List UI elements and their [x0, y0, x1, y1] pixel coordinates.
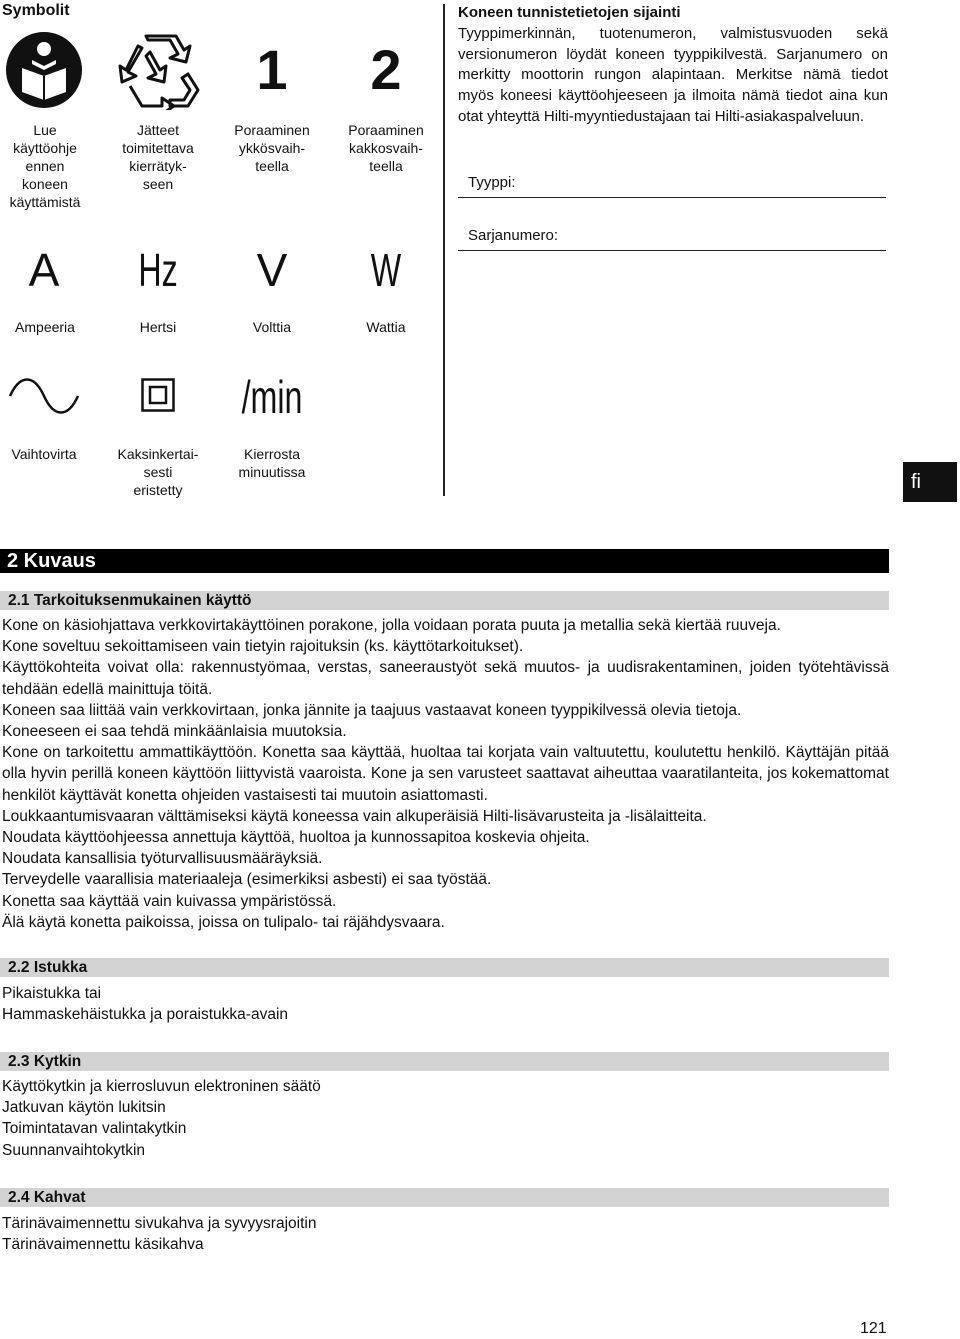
paragraph: Terveydelle vaarallisia materiaaleja (esimerkiksi asbesti) ei saa työstää.	[2, 871, 492, 889]
symbol-label-gear-two: Poraaminen kakkosvaih- teella	[348, 122, 424, 174]
symbol-label-read-manual: Lue käyttöohje ennen koneen käyttämistä	[9, 122, 81, 210]
paragraph: Älä käytä konetta paikoissa, joissa on tulipalo- tai räjähdysvaara.	[2, 913, 445, 931]
watt-symbol: W	[370, 244, 402, 296]
gear-one-symbol: 1	[256, 38, 288, 101]
paragraph: Suunnanvaihtokytkin	[2, 1141, 146, 1159]
paragraph: Pikaistukka tai	[2, 985, 102, 1002]
symbol-label-rpm: Kierrosta minuutissa	[238, 446, 306, 480]
symbol-label-alternating-current: Vaihtovirta	[11, 446, 77, 462]
symbol-label-watt: Wattia	[366, 319, 406, 335]
paragraph: Noudata käyttöohjeessa annettuja käyttöä, huoltoa ja kunnossapitoa koskevia ohjeita.	[2, 829, 590, 847]
subsection-body-2-1	[2, 615, 889, 933]
subsection-body-2-2	[2, 983, 889, 1025]
rpm-symbol: /min	[241, 371, 303, 423]
identification-block	[458, 3, 888, 128]
gear-two-symbol: 2	[370, 38, 402, 101]
identification-text: Tyyppimerkinnän, tuotenumeron, valmistusvuoden sekä versionumeron löydät koneen tyyppikilvestä. Sarjanumero on merkitty moottorin rungon alapintaan. Merkitse nämä tiedot myös koneesi käyttöohjeeseen ja ilmoita nämä tiedot aina kun otat yhteyttä Hilti-myyntiedustajaan tai Hilti-asiakaspalveluun.	[458, 24, 888, 125]
serial-number-field-label: Sarjanumero:	[468, 227, 559, 244]
section-heading: 2 Kuvaus	[0, 549, 889, 573]
symbols-title: Symbolit	[2, 2, 70, 19]
subsection-body-2-4	[2, 1213, 889, 1255]
paragraph: Koneeseen ei saa tehdä minkäänlaisia muutoksia.	[2, 723, 347, 741]
symbol-label-hertz: Hertsi	[139, 319, 177, 335]
symbol-label-volt: Volttia	[252, 319, 292, 335]
subsection-heading-2-4: 2.4 Kahvat	[0, 1188, 889, 1207]
symbol-label-ampere: Ampeeria	[15, 319, 75, 335]
symbol-label-double-insulation: Kaksinkertai- sesti eristetty	[117, 446, 199, 498]
paragraph: Käyttökohteita voivat olla: rakennustyömaa, verstas, saneeraustyöt sekä muutos- ja uudisrakentaminen, joiden työtehtävissä tehdään edellä mainittuja töitä.	[2, 659, 889, 698]
identification-heading: Koneen tunnistetietojen sijainti	[458, 4, 681, 21]
serial-number-field[interactable]	[458, 227, 886, 251]
paragraph: Tärinävaimennettu sivukahva ja syvyysrajoitin	[2, 1215, 317, 1232]
type-field-label: Tyyppi:	[468, 174, 516, 191]
symbol-label-gear-one: Poraaminen ykkösvaih- teella	[234, 122, 310, 174]
page-number: 121	[860, 1320, 887, 1337]
paragraph: Kone on käsiohjattava verkkovirtakäyttöinen porakone, jolla voidaan porata puuta ja metallia sekä kiertää ruuveja.	[2, 617, 781, 634]
paragraph: Konetta saa käyttää vain kuivassa ympäristössä.	[2, 892, 337, 910]
paragraph: Kone on tarkoitettu ammattikäyttöön. Konetta saa käyttää, huoltaa tai korjata vain valtuutettu, koulutettu henkilö. Käyttäjän pitää olla hyvin perillä koneen käyttöön liittyvistä vaaroista. Kone ja sen varusteet saattavat aiheuttaa vaaratilanteita, jos kokemattomat henkilöt käyttävät konetta ohjeiden vastaisesti tai muutoin asiattomasti.	[2, 744, 889, 804]
subsection-heading-2-1: 2.1 Tarkoituksenmukainen käyttö	[0, 591, 889, 610]
paragraph: Käyttökytkin ja kierrosluvun elektroninen säätö	[2, 1078, 321, 1095]
paragraph: Tärinävaimennettu käsikahva	[2, 1236, 204, 1254]
symbol-label-recycle: Jätteet toimitettava kierrätyk- seen	[122, 122, 194, 192]
recycle-icon	[118, 30, 200, 110]
hertz-symbol: Hz	[138, 244, 178, 296]
paragraph: Loukkaantumisvaaran välttämiseksi käytä koneessa vain alkuperäisiä Hilti-lisävarusteita ja -lisälaitteita.	[2, 807, 707, 825]
paragraph: Toimintatavan valintakytkin	[2, 1120, 187, 1138]
type-field[interactable]	[458, 174, 886, 198]
ampere-symbol: A	[28, 244, 60, 296]
subsection-heading-2-2: 2.2 Istukka	[0, 958, 889, 977]
alternating-current-icon	[8, 376, 80, 416]
language-tab: fi	[903, 462, 957, 502]
paragraph: Koneen saa liittää vain verkkovirtaan, jonka jännite ja taajuus vastaavat koneen tyyppikilvessä olevia tietoja.	[2, 701, 742, 719]
column-divider	[443, 4, 445, 496]
subsection-body-2-3	[2, 1076, 889, 1161]
double-insulation-icon	[141, 378, 175, 412]
paragraph: Hammaskehäistukka ja poraistukka-avain	[2, 1006, 289, 1024]
read-manual-icon	[4, 30, 84, 110]
volt-symbol: V	[256, 244, 288, 296]
paragraph: Kone soveltuu sekoittamiseen vain tietyin rajoituksin (ks. käyttötarkoitukset).	[2, 638, 524, 656]
subsection-heading-2-3: 2.3 Kytkin	[0, 1052, 889, 1071]
paragraph: Noudata kansallisia työturvallisuusmääräyksiä.	[2, 850, 323, 868]
paragraph: Jatkuvan käytön lukitsin	[2, 1099, 166, 1117]
